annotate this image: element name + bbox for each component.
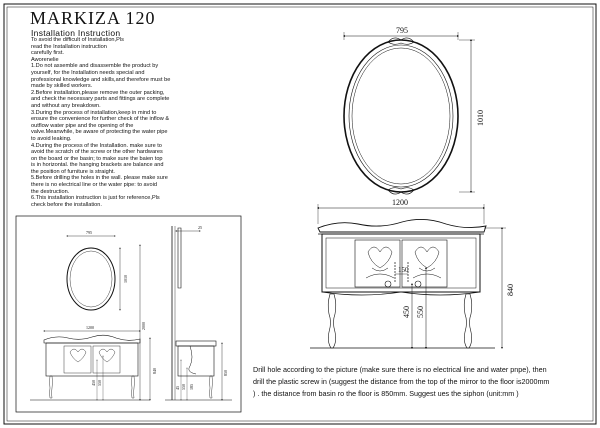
- wall-cabinet-width-label: 1200: [86, 325, 94, 330]
- pipe-height-label-2: 550: [416, 306, 425, 318]
- wall-pipe-label-2: 550: [97, 380, 102, 386]
- side-pipe-label-1: 45: [175, 386, 180, 390]
- cabinet-width-label: 1200: [392, 198, 408, 207]
- wall-mirror-height-label: 1010: [123, 275, 128, 283]
- wall-mirror-width-label: 795: [86, 230, 92, 235]
- product-title: MARKIZA 120: [30, 8, 156, 28]
- mirror-front-view: [344, 32, 475, 194]
- cabinet-front-view: [310, 204, 506, 348]
- mirror-width-label: 795: [396, 26, 408, 35]
- wall-basin-height-label: 850: [223, 370, 228, 376]
- drain-spacing-label: 150: [398, 266, 409, 274]
- wall-floor-height-label: 2000: [141, 322, 146, 330]
- mirror-height-label: 1010: [476, 110, 485, 126]
- wall-pipe-label-1: 450: [91, 380, 96, 386]
- installation-note: Drill hole according to the picture (make sure there is no electrical line and water pnpe), then drill the plastic screw in (suggest the distance from the top of the mirror to the floor is2000mm ) . the distance from basin ro the floor is 850mm. Suggest ues the siphon (unit:mm ): [253, 365, 550, 398]
- instruction-text: To avoid the difficult of Installation,Pls read the Installation instruction carefully first. Aworenelie 1.Do not assemble and disassemble the product by yourself, for the Installation needs special and professional knowledge and skills,and therefore must be made by skilled workers. 2.Before installation,please remove the outer packing, and check the necessary parts and fittings are complete and without any breakdown. 3.During the process of installation,keep in mind to ensure the convenience for further check of the inflow & outflow water pipe and the opening of the valve.Meanwhile, be aware of protecting the water pipe to avoid leaking. 4.During the process of the Installation. make sure to avoid the scratch of the screw or the other hardwares on the board or the basin; to make sure the baien top is in horizontal. the hanging brackets are balance and the position of furniture is straight. 5.Before drilling the holes in the wall. please make sure there is no electrical line or the water pipe: to avoid the destruction. 6.This installation instruction is just for reference,Pls check before the installation.: [31, 37, 171, 208]
- side-pipe-label-2: 550: [181, 384, 186, 390]
- wall-side-label: 25: [198, 225, 202, 230]
- side-pipe-label-3: 185: [189, 384, 194, 390]
- wall-cabinet-height-label: 840: [152, 368, 157, 374]
- pipe-height-label-1: 450: [402, 306, 411, 318]
- wall-elevation-view: [16, 216, 241, 412]
- cabinet-height-label: 840: [506, 284, 515, 296]
- instruction-heading: Installation Instruction: [31, 28, 121, 38]
